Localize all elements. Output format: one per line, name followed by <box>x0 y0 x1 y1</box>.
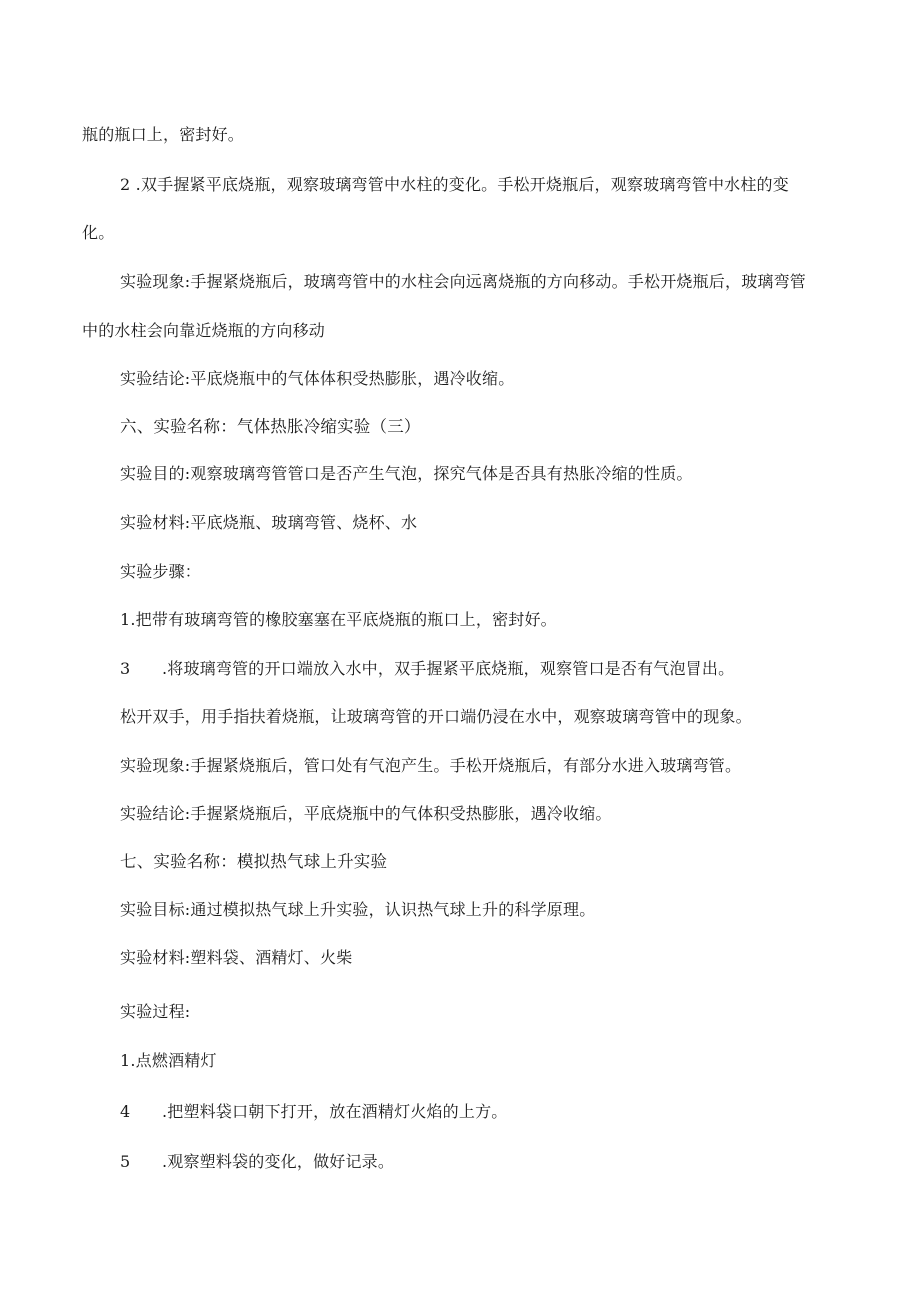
step-2-line: 2 .双手握紧平底烧瓶，观察玻璃弯管中水柱的变化。手松开烧瓶后，观察玻璃弯管中水柱的变 <box>120 175 789 194</box>
process-step-4-text: .把塑料袋口朝下打开，放在酒精灯火焰的上方。 <box>162 1102 508 1121</box>
steps-label: 实验步骤： <box>120 562 202 581</box>
paragraph-line: 瓶的瓶口上，密封好。 <box>82 125 245 144</box>
materials-line: 实验材料:塑料袋、酒精灯、火柴 <box>120 948 353 967</box>
step-3-text: .将玻璃弯管的开口端放入水中，双手握紧平底烧瓶，观察管口是否有气泡冒出。 <box>162 659 735 678</box>
paragraph-line: 化。 <box>82 223 115 242</box>
process-step-1: 1.点燃酒精灯 <box>120 1051 217 1070</box>
section-heading-6: 六、实验名称：气体热胀冷缩实验（三） <box>120 417 421 436</box>
goal-line: 实验目标:通过模拟热气球上升实验，认识热气球上升的科学原理。 <box>120 900 596 919</box>
process-step-5-text: .观察塑料袋的变化，做好记录。 <box>162 1152 395 1171</box>
process-step-5-number: 5 <box>120 1152 131 1171</box>
observation-line: 实验现象:手握紧烧瓶后，玻璃弯管中的水柱会向远离烧瓶的方向移动。手松开烧瓶后，玻璃弯管 <box>120 272 806 291</box>
observation-line: 实验现象:手握紧烧瓶后，管口处有气泡产生。手松开烧瓶后，有部分水进入玻璃弯管。 <box>120 756 742 775</box>
section-heading-7: 七、实验名称：模拟热气球上升实验 <box>120 852 388 871</box>
process-label: 实验过程: <box>120 1002 191 1021</box>
materials-line: 实验材料:平底烧瓶、玻璃弯管、烧杯、水 <box>120 513 418 532</box>
conclusion-line: 实验结论:平底烧瓶中的气体体积受热膨胀，遇冷收缩。 <box>120 369 515 388</box>
observation-line-cont: 中的水柱会向靠近烧瓶的方向移动 <box>82 321 326 340</box>
step-3-cont: 松开双手，用手指扶着烧瓶，让玻璃弯管的开口端仍浸在水中，观察玻璃弯管中的现象。 <box>120 707 752 726</box>
step-1-line: 1.把带有玻璃弯管的橡胶塞塞在平底烧瓶的瓶口上，密封好。 <box>120 610 557 629</box>
purpose-line: 实验目的:观察玻璃弯管管口是否产生气泡，探究气体是否具有热胀冷缩的性质。 <box>120 464 693 483</box>
process-step-4-number: 4 <box>120 1102 131 1121</box>
step-3-number: 3 <box>120 659 131 678</box>
conclusion-line: 实验结论:手握紧烧瓶后，平底烧瓶中的气体积受热膨胀，遇冷收缩。 <box>120 804 612 823</box>
